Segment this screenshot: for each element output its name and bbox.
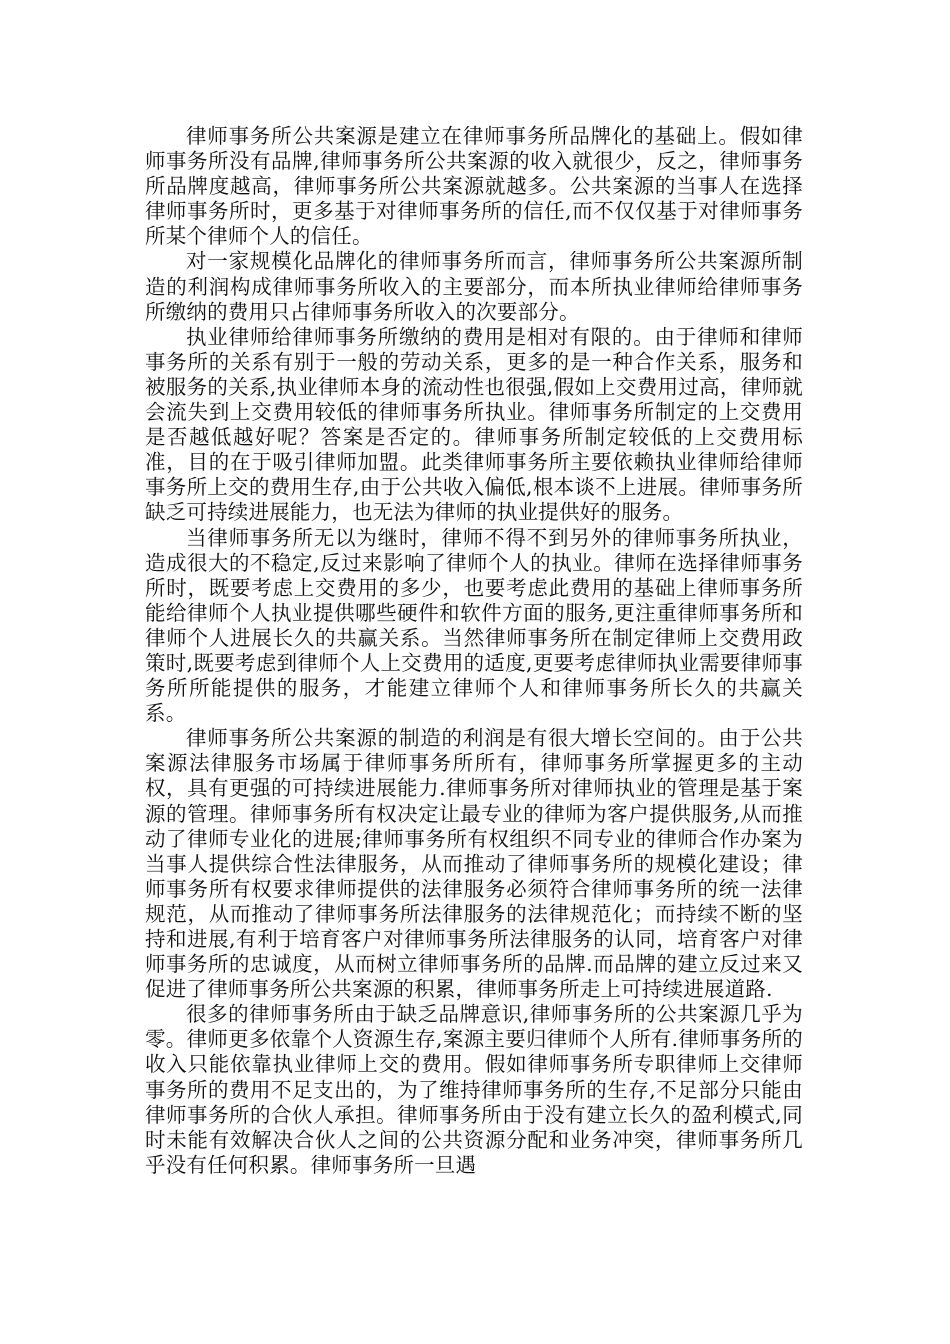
- paragraph-6: 很多的律师事务所由于缺乏品牌意识,律师事务所的公共案源几乎为零。律师更多依靠个人资源生存,案源主要归律师个人所有.律师事务所的收入只能依靠执业律师上交的费用。假如律师事务所专职律师上交律师事务所的费用不足支出的，为了维持律师事务所的生存,不足部分只能由律师事务所的合伙人承担。律师事务所由于没有建立长久的盈利模式,同时未能有效解决合伙人之间的公共资源分配和业务冲突，律师事务所几乎没有任何积累。律师事务所一旦遇: [145, 1002, 803, 1177]
- document-body: [145, 124, 803, 1178]
- paragraph-4: 当律师事务所无以为继时，律师不得不到另外的律师事务所执业，造成很大的不稳定,反过来影响了律师个人的执业。律师在选择律师事务所时，既要考虑上交费用的多少，也要考虑此费用的基础上律师事务所能给律师个人执业提供哪些硬件和软件方面的服务,更注重律师事务所和律师个人进展长久的共赢关系。当然律师事务所在制定律师上交费用政策时,既要考虑到律师个人上交费用的适度,更要考虑律师执业需要律师事务所所能提供的服务，才能建立律师个人和律师事务所长久的共赢关系。: [145, 525, 803, 726]
- paragraph-1: 律师事务所公共案源是建立在律师事务所品牌化的基础上。假如律师事务所没有品牌,律师事务所公共案源的收入就很少，反之，律师事务所品牌度越高，律师事务所公共案源就越多。公共案源的当事人在选择律师事务所时，更多基于对律师事务所的信任,而不仅仅基于对律师事务所某个律师个人的信任。: [145, 124, 803, 249]
- paragraph-5: 律师事务所公共案源的制造的利润是有很大增长空间的。由于公共案源法律服务市场属于律师事务所所有，律师事务所掌握更多的主动权，具有更强的可持续进展能力.律师事务所对律师执业的管理是基于案源的管理。律师事务所有权决定让最专业的律师为客户提供服务,从而推动了律师专业化的进展;律师事务所有权组织不同专业的律师合作办案为当事人提供综合性法律服务，从而推动了律师事务所的规模化建设；律师事务所有权要求律师提供的法律服务必须符合律师事务所的统一法律规范，从而推动了律师事务所法律服务的法律规范化；而持续不断的坚持和进展,有利于培育客户对律师事务所法律服务的认同，培育客户对律师事务所的忠诚度，从而树立律师事务所的品牌.而品牌的建立反过来又促进了律师事务所公共案源的积累，律师事务所走上可持续进展道路.: [145, 726, 803, 1002]
- paragraph-2: 对一家规模化品牌化的律师事务所而言，律师事务所公共案源所制造的利润构成律师事务所收入的主要部分，而本所执业律师给律师事务所缴纳的费用只占律师事务所收入的次要部分。: [145, 249, 803, 324]
- paragraph-3: 执业律师给律师事务所缴纳的费用是相对有限的。由于律师和律师事务所的关系有别于一般的劳动关系，更多的是一种合作关系，服务和被服务的关系,执业律师本身的流动性也很强,假如上交费用过高，律师就会流失到上交费用较低的律师事务所执业。律师事务所制定的上交费用是否越低越好呢？答案是否定的。律师事务所制定较低的上交费用标准，目的在于吸引律师加盟。此类律师事务所主要依赖执业律师给律师事务所上交的费用生存,由于公共收入偏低,根本谈不上进展。律师事务所缺乏可持续进展能力，也无法为律师的执业提供好的服务。: [145, 324, 803, 525]
